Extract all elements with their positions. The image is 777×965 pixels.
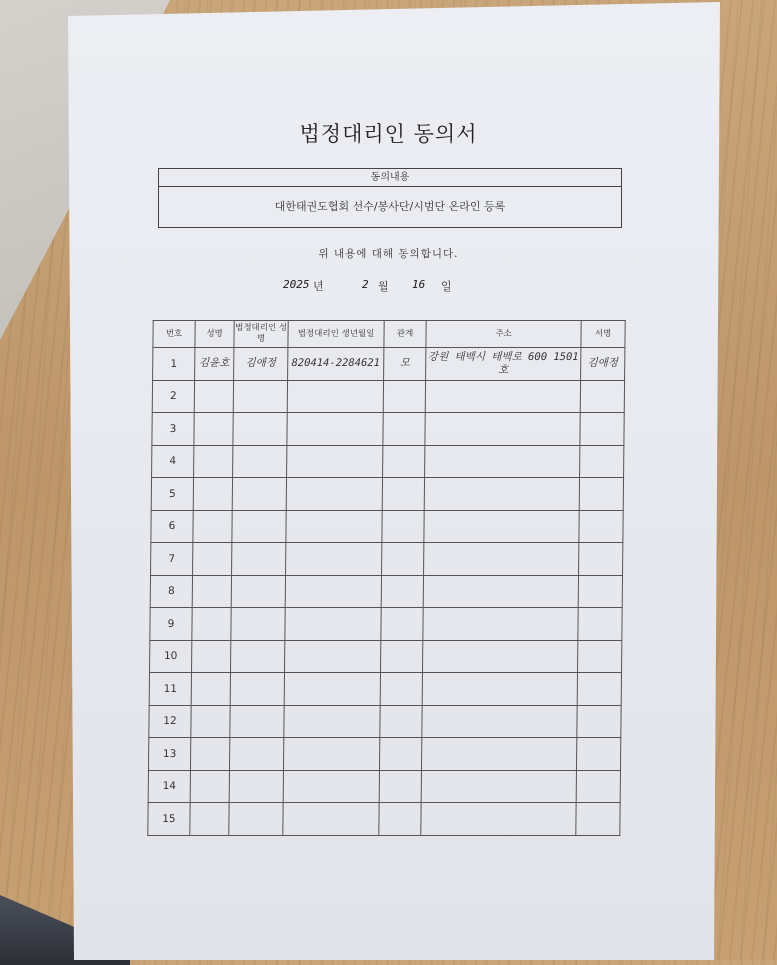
relation-cell bbox=[379, 803, 421, 836]
relation-cell bbox=[383, 413, 425, 446]
student-name-cell: 김윤호 bbox=[195, 348, 234, 381]
agreement-text: 위 내용에 대해 동의합니다. bbox=[318, 248, 459, 260]
consent-body: 대한태권도협회 선수/봉사단/시범단 온라인 등록 bbox=[274, 200, 506, 213]
row-number-cell: 9 bbox=[150, 608, 192, 641]
guardian-birth-cell bbox=[287, 445, 383, 478]
signature-cell bbox=[580, 380, 624, 413]
guardian-birth-cell bbox=[287, 380, 383, 413]
header-number: 번호 bbox=[153, 321, 195, 348]
guardian-name-cell bbox=[230, 705, 284, 738]
table-header-row bbox=[153, 321, 625, 348]
signature-cell: 김애정 bbox=[581, 348, 625, 381]
table-body bbox=[148, 348, 625, 836]
student-name-cell bbox=[192, 575, 231, 608]
guardian-birth-cell bbox=[286, 478, 382, 511]
signature-cell bbox=[576, 738, 620, 771]
relation-cell bbox=[381, 608, 423, 641]
table-row bbox=[149, 673, 621, 706]
consent-box bbox=[158, 168, 622, 228]
row-number-cell: 13 bbox=[148, 738, 190, 771]
row-number-cell: 2 bbox=[152, 380, 194, 413]
student-name-cell bbox=[193, 478, 232, 511]
relation-cell bbox=[381, 640, 423, 673]
table-row bbox=[153, 348, 625, 381]
relation-cell bbox=[380, 705, 422, 738]
guardian-name-cell bbox=[231, 575, 285, 608]
address-cell bbox=[421, 738, 576, 771]
address-cell bbox=[421, 770, 576, 803]
student-name-cell bbox=[191, 705, 230, 738]
guardian-name-cell bbox=[233, 445, 287, 478]
header-guardian-name: 법정대리인 성명 bbox=[234, 321, 288, 348]
address-cell bbox=[422, 705, 577, 738]
student-name-cell bbox=[190, 770, 229, 803]
address-cell bbox=[424, 478, 579, 511]
signature-cell bbox=[579, 510, 623, 543]
date-day: 16 bbox=[412, 278, 426, 291]
relation-cell bbox=[381, 575, 423, 608]
relation-cell bbox=[382, 478, 424, 511]
table-row bbox=[152, 380, 624, 413]
table-row bbox=[152, 445, 624, 478]
guardian-name-cell bbox=[232, 478, 286, 511]
row-number-cell: 6 bbox=[151, 510, 193, 543]
student-name-cell bbox=[191, 673, 230, 706]
relation-cell bbox=[383, 380, 425, 413]
guardian-birth-cell bbox=[287, 413, 383, 446]
guardian-birth-cell bbox=[285, 608, 381, 641]
guardian-birth-cell bbox=[284, 705, 380, 738]
header-guardian-birth: 법정대리인 생년월일 bbox=[288, 321, 384, 348]
row-number-cell: 1 bbox=[153, 348, 195, 381]
address-cell bbox=[424, 510, 579, 543]
relation-cell bbox=[382, 510, 424, 543]
header-signature: 서명 bbox=[581, 321, 625, 348]
signature-cell bbox=[578, 640, 622, 673]
guardian-name-cell bbox=[231, 608, 285, 641]
row-number-cell: 4 bbox=[152, 445, 194, 478]
table-row bbox=[151, 510, 623, 543]
table-row bbox=[148, 738, 620, 771]
guardian-birth-cell: 820414-2284621 bbox=[288, 348, 384, 381]
consent-header: 동의내용 bbox=[159, 169, 621, 187]
signature-cell bbox=[579, 543, 623, 576]
address-cell bbox=[421, 803, 576, 836]
row-number-cell: 12 bbox=[149, 705, 191, 738]
signature-cell bbox=[580, 413, 624, 446]
student-name-cell bbox=[193, 510, 232, 543]
address-cell bbox=[424, 543, 579, 576]
address-cell bbox=[425, 445, 580, 478]
table-row bbox=[150, 608, 622, 641]
header-name: 성명 bbox=[195, 321, 234, 348]
table-row bbox=[151, 543, 623, 576]
guardian-name-cell bbox=[231, 640, 285, 673]
header-address: 주소 bbox=[426, 321, 581, 348]
address-cell bbox=[425, 413, 580, 446]
table-row bbox=[150, 575, 622, 608]
row-number-cell: 11 bbox=[149, 673, 191, 706]
document-title: 법정대리인 동의서 bbox=[299, 122, 478, 146]
student-name-cell bbox=[194, 380, 233, 413]
guardian-name-cell bbox=[232, 510, 286, 543]
row-number-cell: 7 bbox=[151, 543, 193, 576]
row-number-cell: 15 bbox=[148, 803, 190, 836]
guardian-birth-cell bbox=[285, 575, 381, 608]
student-name-cell bbox=[194, 445, 233, 478]
guardian-name-cell bbox=[232, 543, 286, 576]
date-year: 2025 bbox=[283, 278, 310, 291]
relation-cell bbox=[382, 543, 424, 576]
row-number-cell: 8 bbox=[150, 575, 192, 608]
student-name-cell bbox=[193, 543, 232, 576]
row-number-cell: 10 bbox=[150, 640, 192, 673]
guardian-birth-cell bbox=[283, 770, 379, 803]
guardian-name-cell bbox=[229, 770, 283, 803]
address-cell bbox=[423, 608, 578, 641]
signature-cell bbox=[580, 445, 624, 478]
signature-cell bbox=[578, 575, 622, 608]
row-number-cell: 14 bbox=[148, 770, 190, 803]
relation-cell: 모 bbox=[384, 348, 426, 381]
signature-cell bbox=[576, 803, 620, 836]
guardian-name-cell bbox=[229, 803, 283, 836]
signature-cell bbox=[577, 673, 621, 706]
guardian-birth-cell bbox=[283, 738, 379, 771]
guardian-name-cell bbox=[230, 673, 284, 706]
table-row bbox=[151, 478, 623, 511]
signature-cell bbox=[579, 478, 623, 511]
relation-cell bbox=[379, 738, 421, 771]
relation-cell bbox=[380, 673, 422, 706]
address-cell bbox=[422, 673, 577, 706]
row-number-cell: 3 bbox=[152, 413, 194, 446]
date-month: 2 bbox=[362, 278, 369, 291]
guardian-name-cell: 김애정 bbox=[234, 348, 288, 381]
signature-cell bbox=[577, 705, 621, 738]
table-row bbox=[150, 640, 622, 673]
date-month-unit: 월 bbox=[378, 280, 389, 293]
student-name-cell bbox=[192, 640, 231, 673]
guardian-name-cell bbox=[233, 413, 287, 446]
relation-cell bbox=[379, 770, 421, 803]
signature-cell bbox=[576, 770, 620, 803]
guardian-birth-cell bbox=[284, 673, 380, 706]
date-year-unit: 년 bbox=[313, 280, 324, 293]
address-cell bbox=[425, 380, 580, 413]
guardian-birth-cell bbox=[285, 640, 381, 673]
guardian-name-cell bbox=[229, 738, 283, 771]
registration-table bbox=[147, 320, 625, 836]
table-row bbox=[152, 413, 624, 446]
student-name-cell bbox=[194, 413, 233, 446]
signature-cell bbox=[578, 608, 622, 641]
table-row bbox=[148, 803, 620, 836]
date-day-unit: 일 bbox=[441, 280, 452, 293]
student-name-cell bbox=[192, 608, 231, 641]
student-name-cell bbox=[190, 738, 229, 771]
guardian-birth-cell bbox=[286, 510, 382, 543]
header-relation: 관계 bbox=[384, 321, 426, 348]
student-name-cell bbox=[190, 803, 229, 836]
row-number-cell: 5 bbox=[151, 478, 193, 511]
guardian-name-cell bbox=[233, 380, 287, 413]
guardian-birth-cell bbox=[286, 543, 382, 576]
table-row bbox=[148, 770, 620, 803]
address-cell bbox=[423, 575, 578, 608]
address-cell: 강원 태백시 태백로 600 1501호 bbox=[426, 348, 581, 381]
table-row bbox=[149, 705, 621, 738]
guardian-birth-cell bbox=[283, 803, 379, 836]
address-cell bbox=[423, 640, 578, 673]
relation-cell bbox=[383, 445, 425, 478]
